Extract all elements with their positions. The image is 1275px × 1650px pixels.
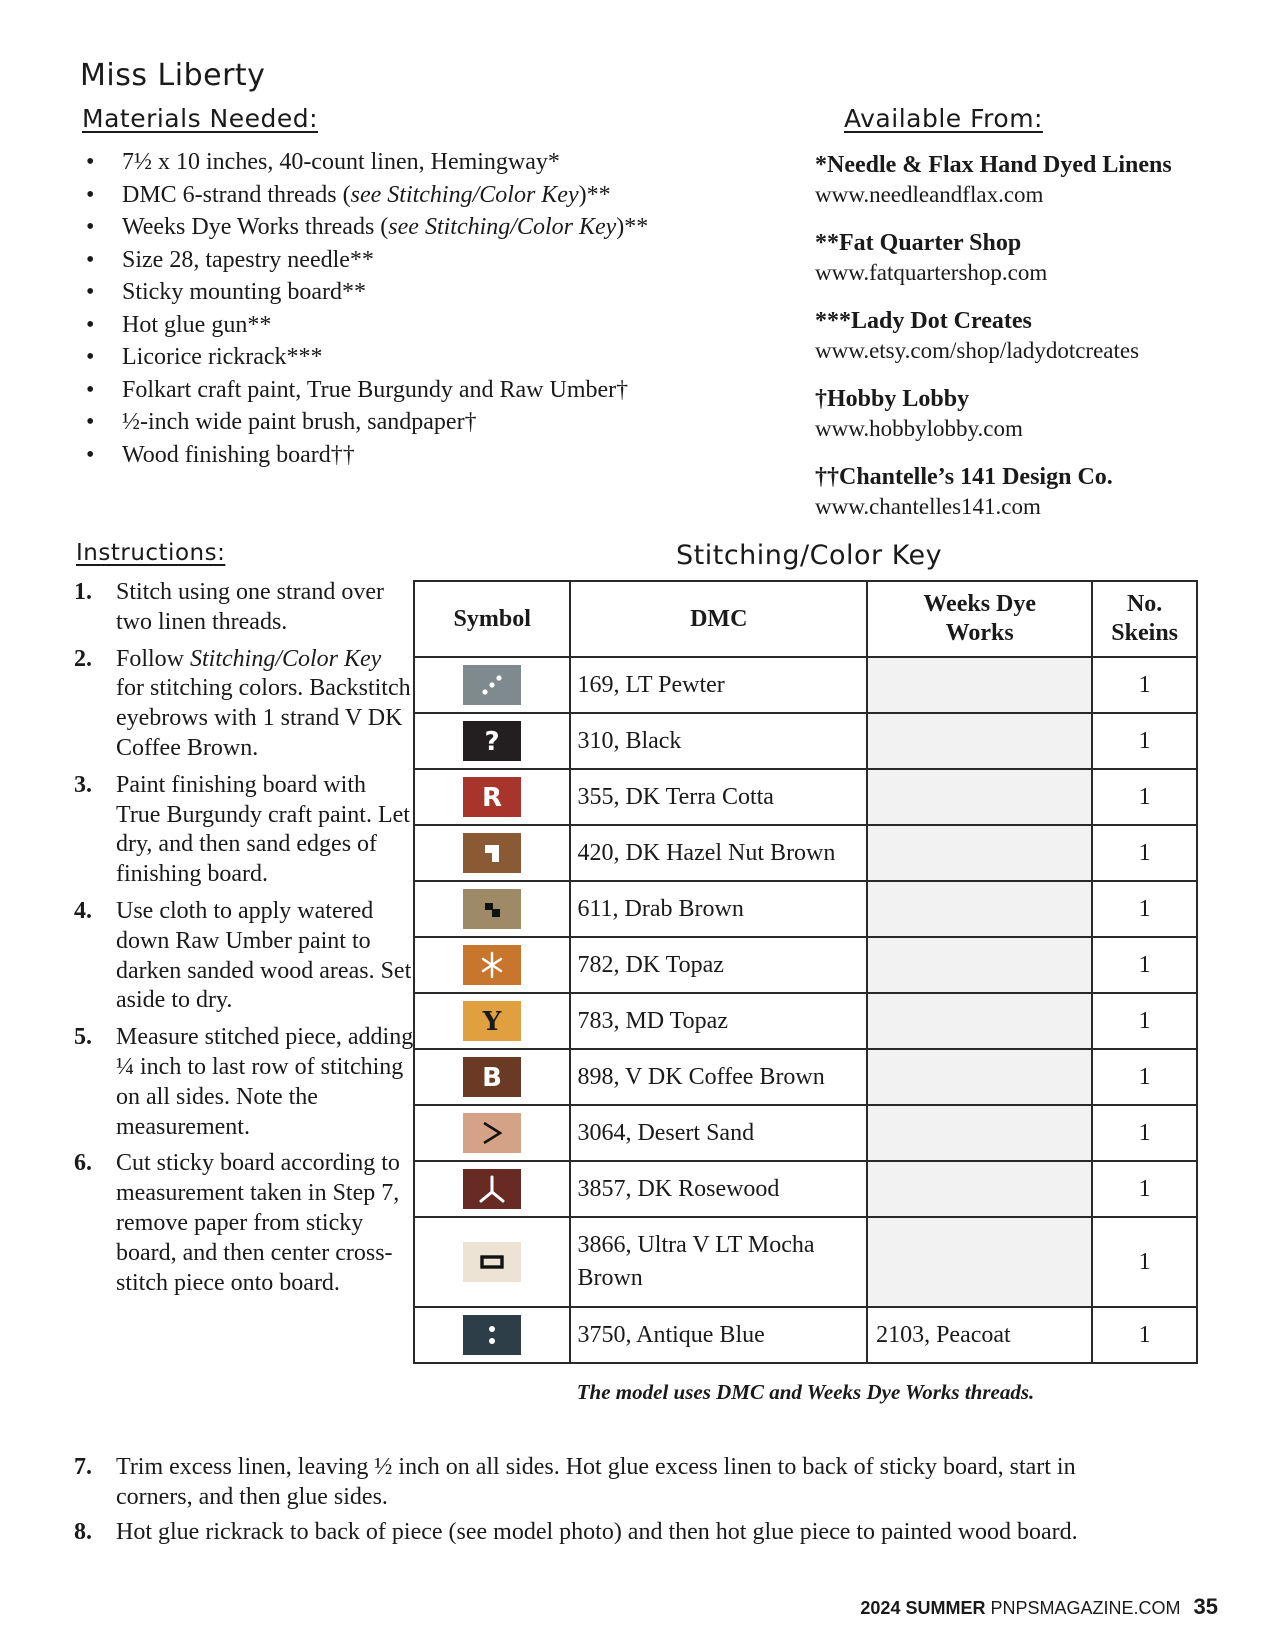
column-header-symbol: Symbol — [414, 581, 570, 657]
symbol-cell — [414, 713, 570, 769]
page-footer — [860, 1594, 1218, 1620]
symbol-swatch-icon — [463, 1001, 521, 1041]
symbol-cell — [414, 1161, 570, 1217]
step-text: Use cloth to apply watered down Raw Umber paint to darken sanded wood areas. Set aside to dry. — [116, 897, 412, 1014]
symbol-swatch-icon — [463, 721, 521, 761]
site-label: PNPSMAGAZINE.COM — [990, 1598, 1181, 1618]
supplier-url: www.fatquartershop.com — [815, 260, 1048, 285]
symbol-cell — [414, 993, 570, 1049]
page-number: 35 — [1193, 1594, 1218, 1619]
weeks-cell — [867, 1049, 1092, 1105]
symbol-swatch-icon — [463, 777, 521, 817]
materials-heading: Materials Needed: — [82, 104, 319, 133]
supplier-url: www.chantelles141.com — [815, 494, 1041, 519]
table-note: The model uses DMC and Weeks Dye Works threads. — [576, 1380, 1035, 1404]
step-number: 3. — [74, 771, 92, 798]
column-header-dmc: DMC — [570, 581, 867, 657]
step-text: Follow — [116, 645, 191, 672]
skeins-cell: 1 — [1092, 1161, 1197, 1217]
supplier-url: www.hobbylobby.com — [815, 416, 1023, 441]
weeks-cell — [867, 993, 1092, 1049]
weeks-cell — [867, 825, 1092, 881]
supplier-list — [815, 150, 1235, 540]
step-number: 6. — [74, 1150, 92, 1177]
list-item — [86, 439, 648, 472]
svg-text:R: R — [482, 783, 503, 813]
list-item — [86, 341, 648, 374]
step-text: Hot glue rickrack to back of piece (see model photo) and then hot glue piece to painted wood board. — [116, 1519, 1078, 1545]
dmc-cell: 783, MD Topaz — [570, 993, 867, 1049]
weeks-cell — [867, 1105, 1092, 1161]
symbol-swatch-icon — [463, 1057, 521, 1097]
skeins-cell: 1 — [1092, 881, 1197, 937]
instruction-step — [74, 1149, 414, 1298]
supplier — [815, 462, 1235, 522]
material-text: Wood finishing board†† — [122, 441, 355, 468]
skeins-cell: 1 — [1092, 657, 1197, 713]
instruction-step — [74, 771, 414, 890]
skeins-cell: 1 — [1092, 993, 1197, 1049]
step-number: 2. — [74, 645, 92, 672]
symbol-swatch-icon — [463, 1169, 521, 1209]
table-row — [414, 993, 1197, 1049]
column-header-weeks-dye-works: Weeks Dye Works — [867, 581, 1092, 657]
material-emphasis: see Stitching/Color Key — [388, 214, 617, 240]
supplier-name: *Needle & Flax Hand Dyed Linens — [815, 152, 1172, 178]
step-number: 8. — [74, 1519, 92, 1545]
table-row — [414, 769, 1197, 825]
skeins-cell: 1 — [1092, 713, 1197, 769]
symbol-swatch-icon — [463, 1113, 521, 1153]
symbol-cell — [414, 937, 570, 993]
instruction-step — [74, 645, 414, 764]
skeins-cell: 1 — [1092, 769, 1197, 825]
table-header-row — [414, 581, 1197, 657]
color-key-heading: Stitching/Color Key — [676, 540, 943, 571]
skeins-cell: 1 — [1092, 825, 1197, 881]
instruction-steps-full-width — [74, 1452, 1114, 1552]
symbol-cell — [414, 881, 570, 937]
table-row — [414, 1105, 1197, 1161]
material-text: Sticky mounting board** — [122, 279, 366, 305]
supplier — [815, 228, 1235, 288]
weeks-cell — [867, 881, 1092, 937]
symbol-cell — [414, 1217, 570, 1307]
step-number: 5. — [74, 1024, 92, 1051]
symbol-cell — [414, 657, 570, 713]
weeks-cell — [867, 937, 1092, 993]
column-header-skeins: No. Skeins — [1092, 581, 1197, 657]
list-item — [86, 406, 648, 439]
material-text: Hot glue gun** — [122, 311, 272, 338]
material-text: Size 28, tapestry needle** — [122, 246, 374, 273]
available-from-heading: Available From: — [844, 104, 1043, 133]
supplier-url: www.needleandflax.com — [815, 182, 1044, 207]
dmc-cell: 898, V DK Coffee Brown — [570, 1049, 867, 1105]
page-title: Miss Liberty — [80, 58, 266, 93]
list-item — [86, 276, 648, 309]
supplier-name: ††Chantelle’s 141 Design Co. — [815, 464, 1113, 490]
material-text: ½-inch wide paint brush, sandpaper† — [122, 409, 477, 435]
supplier-name: †Hobby Lobby — [815, 386, 970, 412]
symbol-cell — [414, 1307, 570, 1363]
list-item — [86, 211, 648, 244]
step-text: Paint finishing board with True Burgundy craft paint. Let dry, and then sand edges of finishing board. — [116, 771, 410, 888]
weeks-cell — [867, 657, 1092, 713]
supplier-url: www.etsy.com/shop/ladydotcreates — [815, 338, 1140, 363]
material-text: Weeks Dye Works threads ( — [122, 214, 389, 240]
step-text: Cut sticky board according to measurement taken in Step 7, remove paper from sticky board, and then center cross-stitch piece onto board. — [116, 1150, 400, 1296]
list-item — [86, 309, 648, 342]
weeks-cell: 2103, Peacoat — [867, 1307, 1092, 1363]
material-text: Folkart craft paint, True Burgundy and Raw Umber† — [122, 376, 629, 403]
materials-list — [86, 146, 648, 471]
symbol-cell — [414, 769, 570, 825]
table-row — [414, 1307, 1197, 1363]
table-row — [414, 825, 1197, 881]
step-text: Stitch using one strand over two linen threads. — [116, 579, 384, 635]
dmc-cell: 782, DK Topaz — [570, 937, 867, 993]
weeks-cell — [867, 769, 1092, 825]
instruction-steps — [74, 578, 414, 1305]
supplier — [815, 384, 1235, 444]
supplier — [815, 306, 1235, 366]
step-text-end: for stitching colors. Backstitch eyebrows with 1 strand V DK Coffee Brown. — [116, 675, 411, 761]
table-row — [414, 713, 1197, 769]
table-row — [414, 1161, 1197, 1217]
step-number: 7. — [74, 1454, 92, 1480]
step-text: Trim excess linen, leaving ½ inch on all sides. Hot glue excess linen to back of sticky board, start in corners, and then glue sides. — [116, 1454, 1076, 1510]
weeks-cell — [867, 1161, 1092, 1217]
dmc-cell: 611, Drab Brown — [570, 881, 867, 937]
svg-text:Y: Y — [482, 1007, 502, 1037]
symbol-cell — [414, 1049, 570, 1105]
dmc-cell: 3866, Ultra V LT Mocha Brown — [570, 1217, 867, 1307]
svg-text:?: ? — [484, 727, 500, 757]
list-item — [86, 244, 648, 277]
material-text-end: )** — [578, 181, 611, 208]
dmc-cell: 3064, Desert Sand — [570, 1105, 867, 1161]
skeins-cell: 1 — [1092, 937, 1197, 993]
issue-label: 2024 SUMMER — [860, 1598, 986, 1618]
table-row — [414, 937, 1197, 993]
table-row — [414, 1217, 1197, 1307]
dmc-cell: 169, LT Pewter — [570, 657, 867, 713]
symbol-swatch-icon — [463, 665, 521, 705]
color-key-table — [413, 580, 1198, 1364]
list-item — [86, 146, 648, 179]
material-text: DMC 6-strand threads ( — [122, 181, 351, 208]
instructions-heading: Instructions: — [76, 540, 226, 566]
supplier-name: ***Lady Dot Creates — [815, 308, 1032, 334]
instruction-step — [74, 1023, 414, 1142]
instruction-step — [74, 1452, 1114, 1512]
supplier-name: **Fat Quarter Shop — [815, 230, 1022, 256]
instruction-step — [74, 1517, 1114, 1547]
list-item — [86, 374, 648, 407]
material-text-end: )** — [616, 214, 649, 240]
instruction-step — [74, 578, 414, 638]
step-emphasis: Stitching/Color Key — [190, 645, 382, 672]
dmc-cell: 3857, DK Rosewood — [570, 1161, 867, 1217]
symbol-swatch-icon — [463, 1315, 521, 1355]
skeins-cell: 1 — [1092, 1049, 1197, 1105]
table-row — [414, 657, 1197, 713]
svg-text:B: B — [482, 1063, 503, 1093]
symbol-cell — [414, 825, 570, 881]
symbol-swatch-icon — [463, 833, 521, 873]
step-text: Measure stitched piece, adding ¼ inch to last row of stitching on all sides. Note the measurement. — [116, 1024, 414, 1140]
list-item — [86, 179, 648, 212]
symbol-swatch-icon — [463, 1242, 521, 1282]
material-text: Licorice rickrack*** — [122, 344, 323, 370]
weeks-cell — [867, 1217, 1092, 1307]
step-number: 4. — [74, 897, 92, 924]
skeins-cell: 1 — [1092, 1105, 1197, 1161]
dmc-cell: 3750, Antique Blue — [570, 1307, 867, 1363]
dmc-cell: 420, DK Hazel Nut Brown — [570, 825, 867, 881]
table-row — [414, 881, 1197, 937]
step-number: 1. — [74, 579, 92, 605]
material-text: 7½ x 10 inches, 40-count linen, Hemingway* — [122, 149, 560, 175]
symbol-swatch-icon — [463, 889, 521, 929]
dmc-cell: 310, Black — [570, 713, 867, 769]
skeins-cell: 1 — [1092, 1217, 1197, 1307]
table-row — [414, 1049, 1197, 1105]
supplier — [815, 150, 1235, 210]
material-emphasis: see Stitching/Color Key — [350, 181, 579, 208]
instruction-step — [74, 897, 414, 1016]
symbol-cell — [414, 1105, 570, 1161]
dmc-cell: 355, DK Terra Cotta — [570, 769, 867, 825]
symbol-swatch-icon — [463, 945, 521, 985]
weeks-cell — [867, 713, 1092, 769]
skeins-cell: 1 — [1092, 1307, 1197, 1363]
